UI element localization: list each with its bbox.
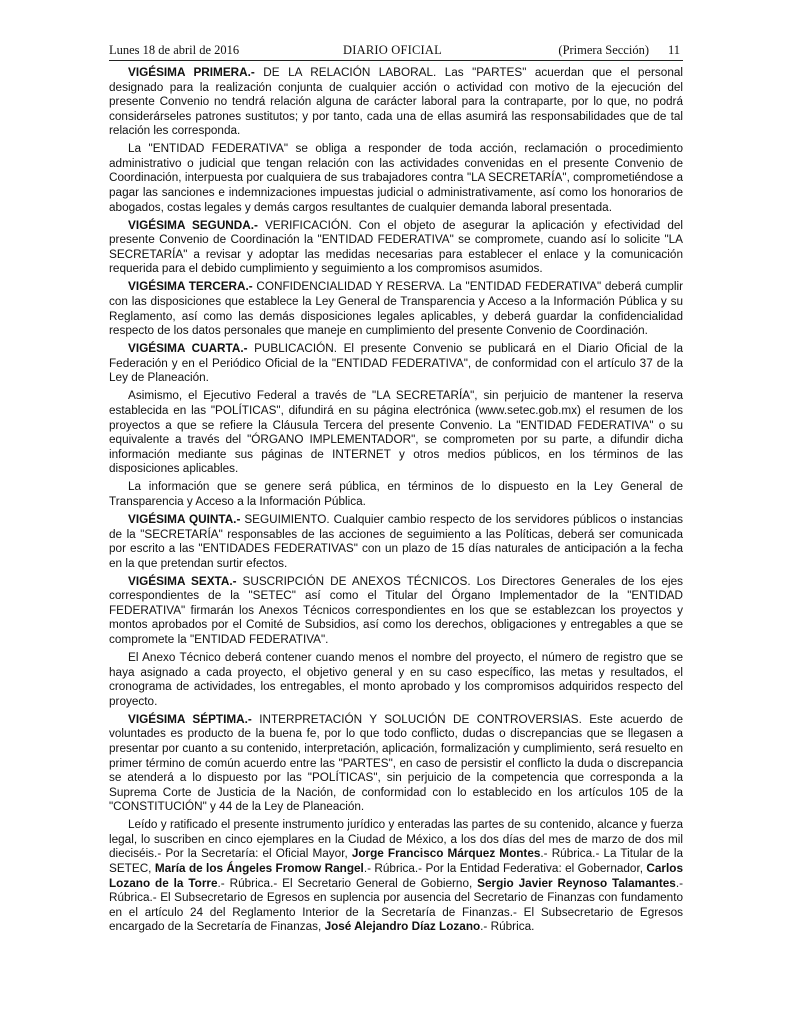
clause-text: PUBLICACIÓN. El presente Convenio se publicará en el Diario Oficial de la Federación y en el Periódico Oficial de la "ENTIDAD FEDERATIVA", de conformidad con el artículo 37 de la Ley de Planeación. xyxy=(109,342,683,385)
clause-heading: VIGÉSIMA QUINTA.- xyxy=(128,513,241,527)
clause-vigesima-quinta xyxy=(109,513,683,571)
paragraph-text: La información que se genere será pública, en términos de lo dispuesto en la Ley General de Transparencia y Acceso a la Información Pública. xyxy=(109,480,683,508)
paragraph xyxy=(109,389,683,476)
paragraph xyxy=(109,651,683,709)
closing-text: Leído y ratificado el presente instrumento jurídico y enteradas las partes de su contenido, alcance y fuerza legal, lo suscriben en cinco ejemplares en la Ciudad de México, a los dos días del mes de marzo de dos mil dieciséis.- Por la Secretaría: el Oficial Mayor, xyxy=(109,818,683,861)
closing-text: .- Rúbrica.- La Titular de la SETEC, xyxy=(109,847,684,875)
closing-text: .- Rúbrica.- El Secretario General de Gobierno, xyxy=(217,876,478,890)
signatory-name: José Alejandro Díaz Lozano xyxy=(324,920,481,934)
clause-heading: VIGÉSIMA TERCERA.- xyxy=(128,280,253,294)
paragraph-text: La "ENTIDAD FEDERATIVA" se obliga a responder de toda acción, reclamación o procedimiento administrativo o judicial que tengan relación con las actividades convenidas en el presente Convenio de Coordinación, interpuesta por cualquiera de sus trabajadores contra "LA SECRETARÍA", comprometiéndose a pagar las sanciones e indemnizaciones impuestas judicial o administrativamente, así como los honorarios de abogados, costas legales y demás cargos resultantes de cualquier demanda laboral presentada. xyxy=(109,142,683,214)
closing-text: .- Rúbrica.- Por la Entidad Federativa: el Gobernador, xyxy=(363,861,647,875)
clause-heading: VIGÉSIMA SEXTA.- xyxy=(128,574,237,588)
paragraph xyxy=(109,142,683,215)
clause-text: VERIFICACIÓN. Con el objeto de asegurar la aplicación y efectividad del presente Convenio de Coordinación la "ENTIDAD FEDERATIVA" se compromete, cuando así lo solicite "LA SECRETARÍA" a revisar y adoptar las medidas necesarias para establecer el enlace y la comunicación requerida para el debido cumplimiento y seguimiento a los compromisos asumidos. xyxy=(109,218,684,276)
signatory-name: Sergio Javier Reynoso Talamantes xyxy=(477,876,676,890)
signatory-name: María de los Ángeles Fromow Rangel xyxy=(154,861,364,875)
paragraph-text: Asimismo, el Ejecutivo Federal a través de "LA SECRETARÍA", sin perjuicio de mantener la reserva establecida en las "POLÍTICAS", difundirá en su página electrónica (www.setec.gob.mx) el resumen de los proyectos a que se refiere la Cláusula Tercera del presente Convenio. La "ENTIDAD FEDERATIVA" o su equivalente a través del "ÓRGANO IMPLEMENTADOR", se comprometen por su parte, a difundir dicha información mediante sus páginas de INTERNET y otros medios públicos, en los términos de las disposiciones aplicables. xyxy=(109,389,683,476)
signatory-name: Carlos Lozano de la Torre xyxy=(109,861,683,890)
clause-heading: VIGÉSIMA CUARTA.- xyxy=(128,342,248,356)
clause-heading: VIGÉSIMA SÉPTIMA.- xyxy=(128,712,252,726)
clause-text: DE LA RELACIÓN LABORAL. Las "PARTES" acuerdan que el personal designado para la realización conjunta de cualquier acción o actividad con motivo de la ejecución del presente Convenio no tendrá relación alguna de carácter laboral para la contraparte, por lo que, no podrá considerárseles patrones sustitutos; y por tanto, cada una de ellas asumirá las responsabilidades que de tal relación les corresponda. xyxy=(109,66,683,138)
closing-text: .- Rúbrica. xyxy=(480,920,535,934)
clause-vigesima-cuarta xyxy=(109,342,683,386)
closing-signatures xyxy=(109,818,683,934)
clause-vigesima-tercera xyxy=(109,280,683,338)
header-page-number: 11 xyxy=(667,43,680,57)
header-section: (Primera Sección) xyxy=(558,43,649,57)
clause-vigesima-septima xyxy=(109,713,683,815)
clause-vigesima-primera xyxy=(109,66,683,139)
clause-vigesima-sexta xyxy=(109,575,683,648)
header-date: Lunes 18 de abril de 2016 xyxy=(109,43,240,57)
header-publication-title: DIARIO OFICIAL xyxy=(343,43,442,57)
clause-heading: VIGÉSIMA SEGUNDA.- xyxy=(128,218,258,232)
closing-text: .- Rúbrica.- El Subsecretario de Egresos en suplencia por ausencia del Secretario de Finanzas con fundamento en el artículo 24 del Reglamento Interior de la Secretaría de Finanzas.- El Subsecretario de Egresos encargado de la Secretaría de Finanzas, xyxy=(109,876,683,934)
paragraph-text: El Anexo Técnico deberá contener cuando menos el nombre del proyecto, el número de registro que se haya asignado a cada proyecto, el objetivo general y en su caso específico, las metas y resultados, el cronograma de actividades, los entregables, el monto aprobado y los compromisos adquiridos respecto del proyecto. xyxy=(109,651,683,708)
clause-heading: VIGÉSIMA PRIMERA.- xyxy=(128,66,255,79)
clause-text: SUSCRIPCIÓN DE ANEXOS TÉCNICOS. Los Directores Generales de los ejes correspondientes de la "SETEC" así como el Titular del Órgano Implementador de la "ENTIDAD FEDERATIVA" firmarán los Anexos Técnicos correspondientes en los que se establezcan los proyectos y montos aprobados por el Comité de Subsidios, así como los derechos, obligaciones y entregables a que se compromete la "ENTIDAD FEDERATIVA". xyxy=(109,574,683,646)
paragraph xyxy=(109,480,683,509)
document-body xyxy=(109,66,683,938)
page-header xyxy=(109,38,683,61)
clause-text: CONFIDENCIALIDAD Y RESERVA. La "ENTIDAD FEDERATIVA" deberá cumplir con las disposiciones que establece la Ley General de Transparencia y Acceso a la Información Pública y su Reglamento, así como las demás disposiciones legales aplicables, y deberá guardar la confidencialidad respecto de los datos personales que maneje en cumplimiento del presente Convenio de Coordinación. xyxy=(109,280,683,338)
signatory-name: Jorge Francisco Márquez Montes xyxy=(351,847,541,861)
clause-vigesima-segunda xyxy=(109,219,683,277)
clause-text: INTERPRETACIÓN Y SOLUCIÓN DE CONTROVERSIAS. Este acuerdo de voluntades es producto de la buena fe, por lo que todo conflicto, dudas o discrepancias que se llegasen a presentar por cuanto a su contenido, interpretación, aplicación, formalización y cumplimiento, será resuelto en primer término de común acuerdo entre las "PARTES", en caso de persistir el conflicto la duda o discrepancia se atenderá a lo dispuesto por las "POLÍTICAS", sin perjuicio de la competencia que corresponda a la Suprema Corte de Justicia de la Nación, de conformidad con lo establecido en los artículos 105 de la "CONSTITUCIÓN" y 44 de la Ley de Planeación. xyxy=(109,712,684,814)
clause-text: SEGUIMIENTO. Cualquier cambio respecto de los servidores públicos o instancias de la "SECRETARÍA" responsables de las acciones de seguimiento a las Políticas, deberá ser comunicada por escrito a las "ENTIDADES FEDERATIVAS" con un plazo de 15 días naturales de anticipación a la fecha en la que pretendan surtir efectos. xyxy=(109,513,683,570)
